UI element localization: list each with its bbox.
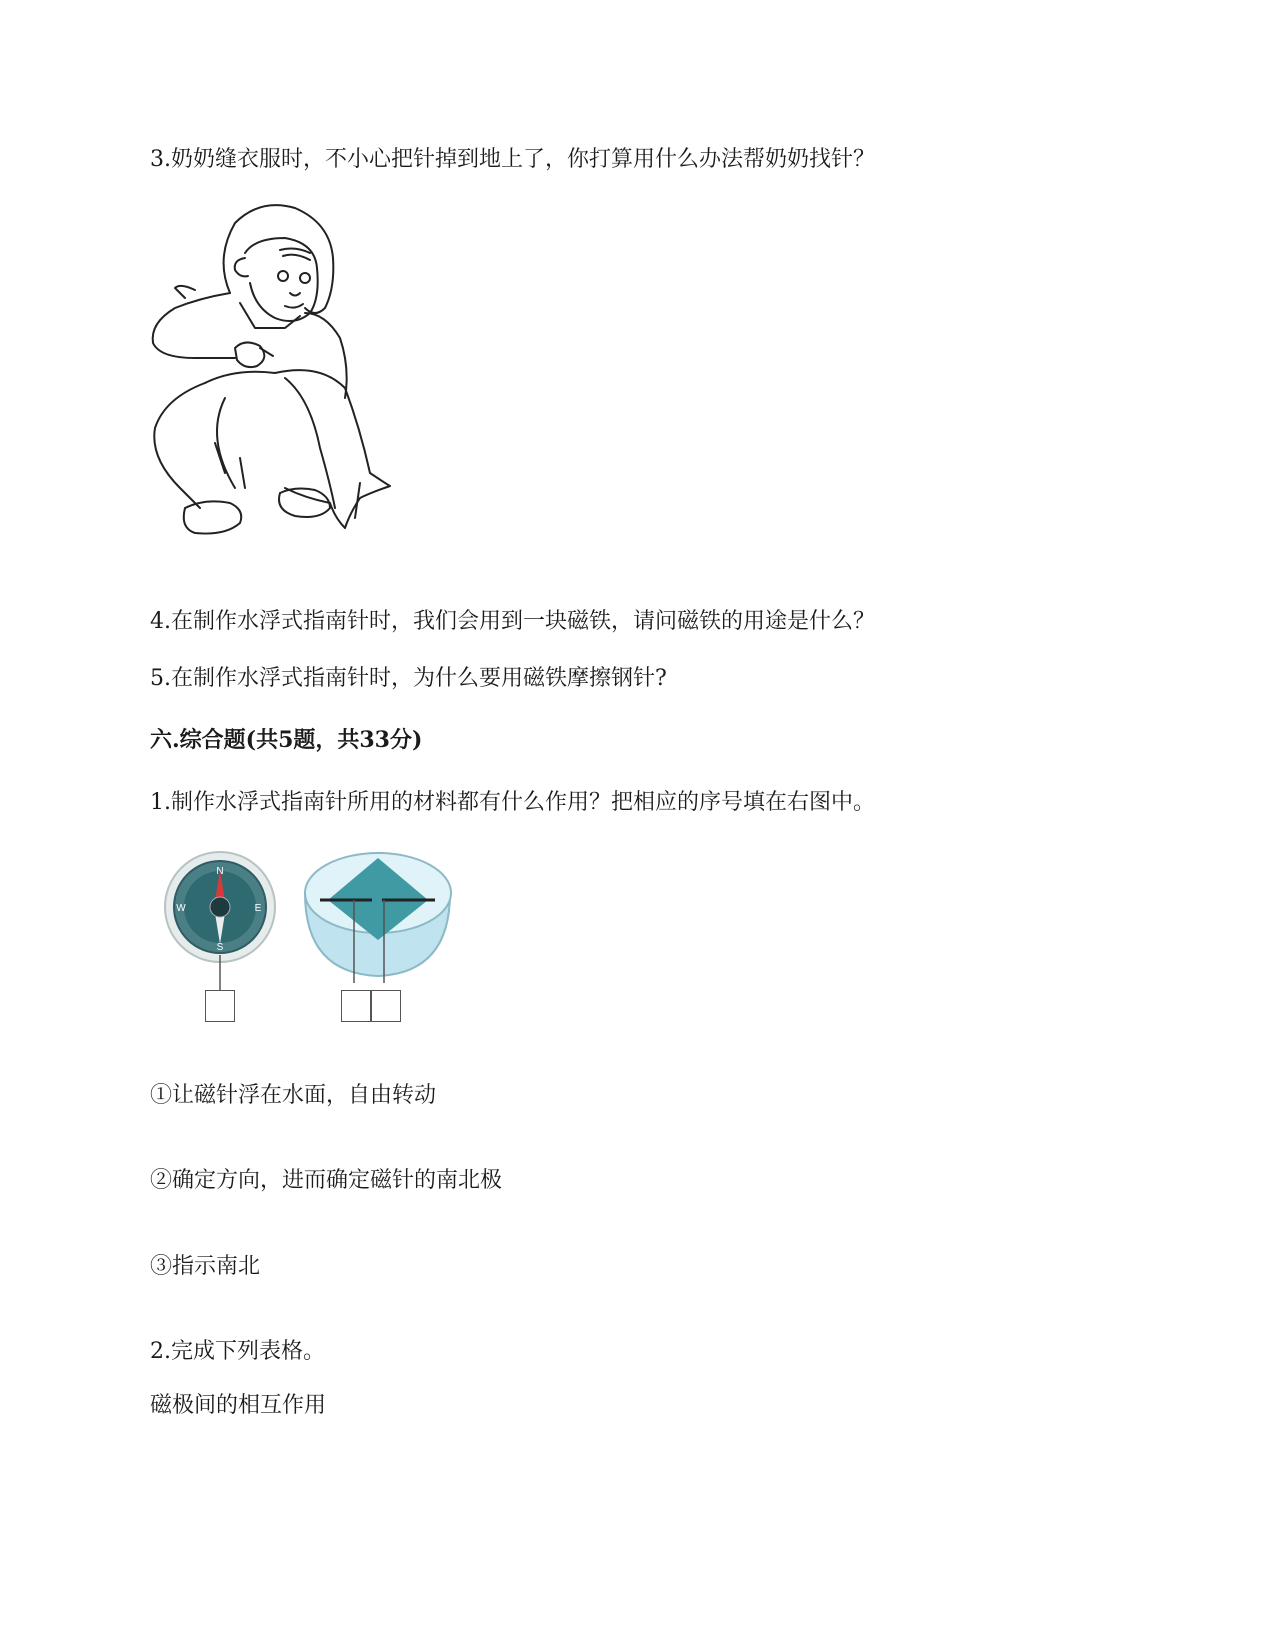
compass-north-label: N <box>216 866 224 877</box>
section-6-question-2: 2.完成下列表格。 <box>150 1339 325 1364</box>
compass-icon <box>155 850 285 965</box>
grandma-sewing-illustration <box>145 198 400 543</box>
table-caption: 磁极间的相互作用 <box>150 1393 327 1418</box>
option-3: ③指示南北 <box>150 1254 261 1279</box>
water-bowl-compass-icon <box>300 848 455 983</box>
bowl-answer-box-right[interactable] <box>371 990 401 1022</box>
compass-west-label: W <box>176 903 186 914</box>
compass-east-label: E <box>254 903 262 914</box>
compass-answer-box[interactable] <box>205 990 235 1022</box>
question-3: 3.奶奶缝衣服时，不小心把针掉到地上了，你打算用什么办法帮奶奶找针？ <box>150 147 875 172</box>
compass-pointer-line <box>205 955 235 995</box>
option-2: ②确定方向，进而确定磁针的南北极 <box>150 1168 503 1193</box>
section-6-heading: 六.综合题(共5题，共33分) <box>150 727 423 753</box>
question-4: 4.在制作水浮式指南针时，我们会用到一块磁铁，请问磁铁的用途是什么？ <box>150 609 875 634</box>
compass-south-label: S <box>216 942 224 953</box>
bowl-answer-box-left[interactable] <box>341 990 371 1022</box>
option-1: ①让磁针浮在水面，自由转动 <box>150 1083 437 1108</box>
section-6-question-1: 1.制作水浮式指南针所用的材料都有什么作用？把相应的序号填在右图中。 <box>150 790 875 815</box>
question-5: 5.在制作水浮式指南针时，为什么要用磁铁摩擦钢针? <box>150 666 667 691</box>
